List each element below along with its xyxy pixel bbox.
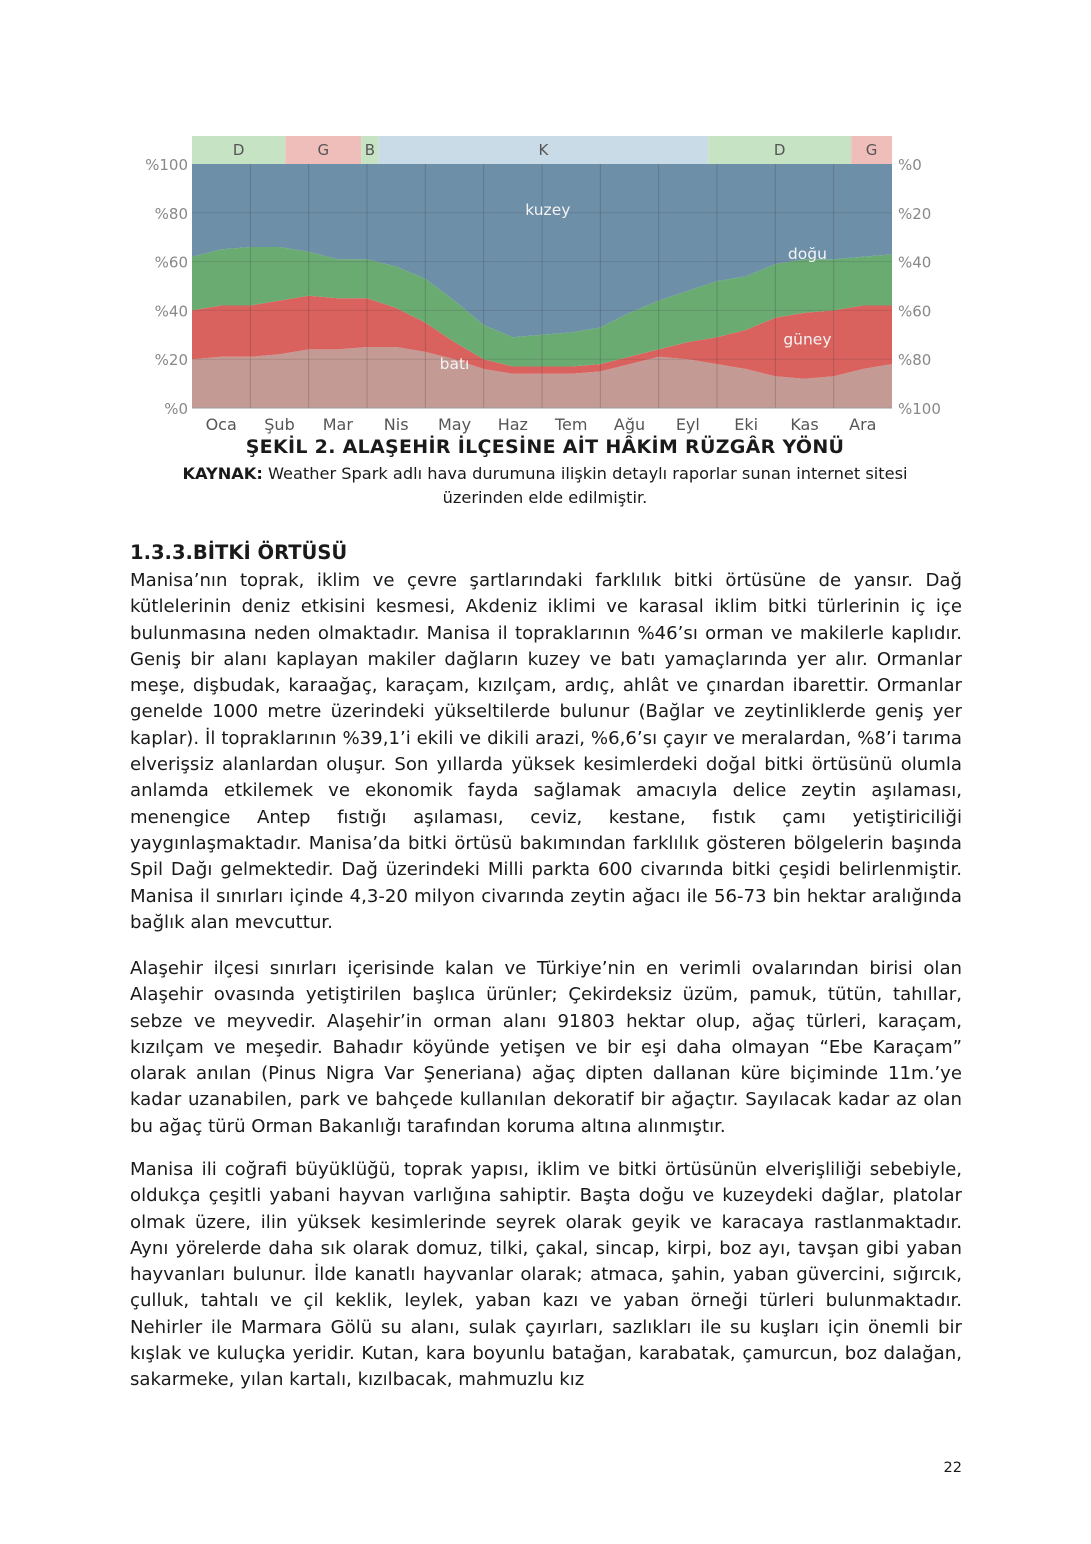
series-label-batı: batı — [439, 354, 470, 373]
x-tick-label: Nis — [383, 415, 409, 434]
x-axis — [206, 415, 877, 434]
series-label-doğu: doğu — [787, 245, 827, 264]
y-right-tick-label: %20 — [898, 204, 932, 223]
x-tick-label: Ağu — [613, 415, 646, 434]
season-band-label-1: G — [317, 141, 330, 159]
y-axis-right — [898, 156, 941, 418]
x-tick-label: Oca — [205, 415, 237, 434]
y-axis-left — [145, 156, 188, 418]
y-right-tick-label: %0 — [898, 156, 922, 174]
y-right-tick-label: %40 — [898, 253, 932, 272]
source-label: KAYNAK: — [182, 464, 263, 483]
x-tick-label: Haz — [497, 415, 528, 434]
x-tick-label: Ara — [849, 415, 877, 434]
y-right-tick-label: %100 — [898, 400, 941, 418]
y-left-tick-label: %60 — [154, 253, 188, 272]
x-tick-label: Şub — [264, 415, 295, 434]
season-band-label-2: B — [364, 141, 376, 159]
season-band-label-5: G — [865, 141, 878, 159]
season-band-label-0: D — [232, 141, 245, 159]
y-left-tick-label: %80 — [154, 204, 188, 223]
x-tick-label: Mar — [322, 415, 353, 434]
x-tick-label: May — [437, 415, 472, 434]
x-tick-label: Tem — [554, 415, 588, 434]
series-label-kuzey: kuzey — [525, 201, 571, 220]
x-tick-label: Kas — [790, 415, 819, 434]
section-heading: 1.3.3.BİTKİ ÖRTÜSÜ — [130, 541, 348, 564]
x-tick-label: Eyl — [675, 415, 700, 434]
page-number: 22 — [943, 1460, 962, 1476]
y-right-tick-label: %60 — [898, 302, 932, 321]
paragraph-3: Manisa ili coğrafi büyüklüğü, toprak yapısı, iklim ve bitki örtüsünün elverişliliği sebebiyle, oldukça çeşitli yabani hayvan varlığına sahiptir. Başta doğu ve kuzeydeki dağlar, platolar olmak üzere, ilin yüksek kesimlerinde seyrek olarak geyik ve karacaya rastlanmaktadır. Aynı yörelerde daha sık olarak domuz, tilki, çakal, sincap, kirpi, boz ayı, tavşan gibi yaban hayvanları bulunur. İlde kanatlı hayvanlar olarak; atmaca, şahin, yaban güvercini, sığırcık, çulluk, tahtalı ve çil keklik, leylek, yaban kazı ve yaban örneği türleri bulunmaktadır. Nehirler ile Marmara Gölü su alanı, sulak çayırları, sazlıkları ile su kuşları için önemli bir kışlak ve kuluçka yeridir. Kutan, kara boyunlu batağan, karabatak, çamurcun, boz dalağan, sakarmeke, yılan kartalı, kızılbacak, mahmuzlu kız — [130, 1159, 962, 1391]
season-band-label-3: K — [538, 141, 549, 159]
figure-caption-source — [150, 462, 940, 510]
season-bands — [192, 136, 892, 164]
y-right-tick-label: %80 — [898, 351, 932, 370]
y-left-tick-label: %40 — [154, 302, 188, 321]
x-tick-label: Eki — [734, 415, 759, 434]
y-left-tick-label: %20 — [154, 351, 188, 370]
source-text: Weather Spark adlı hava durumuna ilişkin detaylı raporlar sunan internet sitesi üzerinden elde edilmiştir. — [262, 464, 908, 507]
figure-caption-title: ŞEKİL 2. ALAŞEHİR İLÇESİNE AİT HÂKİM RÜZGÂR YÖNÜ — [245, 436, 845, 458]
paragraph-2: Alaşehir ilçesi sınırları içerisinde kalan ve Türkiye’nin en verimli ovalarından birisi olan Alaşehir ovasında yetiştirilen başlıca ürünler; Çekirdeksiz üzüm, pamuk, tütün, tahıllar, sebze ve meyvedir. Alaşehir’in orman alanı 91803 hektar olup, ağaç türleri, karaçam, kızılçam ve meşedir. Bahadır köyünde yetişen ve bir eşi daha olmayan “Ebe Karaçam” olarak anılan (Pinus Nigra Var Şeneriana) ağaç dipten dallanan küre biçiminde 11m.’ye kadar uzanabilen, park ve bahçede kullanılan dekoratif bir ağaçtır. Sayılacak kadar az olan bu ağaç türü Orman Bakanlığı tarafından koruma altına alınmıştır. — [130, 958, 962, 1137]
series-label-güney: güney — [783, 330, 832, 349]
paragraph-1: Manisa’nın toprak, iklim ve çevre şartlarındaki farklılık bitki örtüsüne de yansır. Dağ kütlelerinin deniz etkisini kesmesi, Akdeniz iklimi ve karasal iklim bitki türlerinin iç içe bulunmasına neden olmaktadır. Manisa il topraklarının %46’sı orman ve makilerle kaplıdır. Geniş bir alanı kaplayan makiler dağların kuzey ve batı yamaçlarında yer alır. Ormanlar meşe, dişbudak, karaağaç, karaçam, kızılçam, ardıç, ahlât ve çınardan ibarettir. Ormanlar genelde 1000 metre üzerindeki yükseltilerde bulunur (Bağlar ve zeytinliklerde geniş yer kaplar). İl topraklarının %39,1’i ekili ve dikili arazi, %6,6’sı çayır ve meralardan, %8’i tarıma elverişsiz alanlardan oluşur. Son yıllarda yüksek kesimlerdeki doğal bitki örtüsünü olumla anlamda etkilemek ve ekonomik fayda sağlamak amacıyla delice zeytin aşılaması, menengice Antep fıstığı aşılaması, ceviz, kestane, fıstık çamı yetiştiriciliği yaygınlaşmaktadır. Manisa’da bitki örtüsü bakımından farklılık gösteren bölgelerin başında Spil Dağı gelmektedir. Dağ üzerindeki Milli parkta 600 civarında bitki çeşidi belirlenmiştir. Manisa il sınırları içinde 4,3-20 milyon civarında zeytin ağacı ile 56-73 bin hektar aralığında bağlık alan mevcuttur. — [130, 570, 962, 933]
y-left-tick-label: %0 — [164, 400, 188, 418]
y-left-tick-label: %100 — [145, 156, 188, 174]
wind-direction-chart — [130, 130, 960, 435]
season-band-label-4: D — [773, 141, 786, 159]
